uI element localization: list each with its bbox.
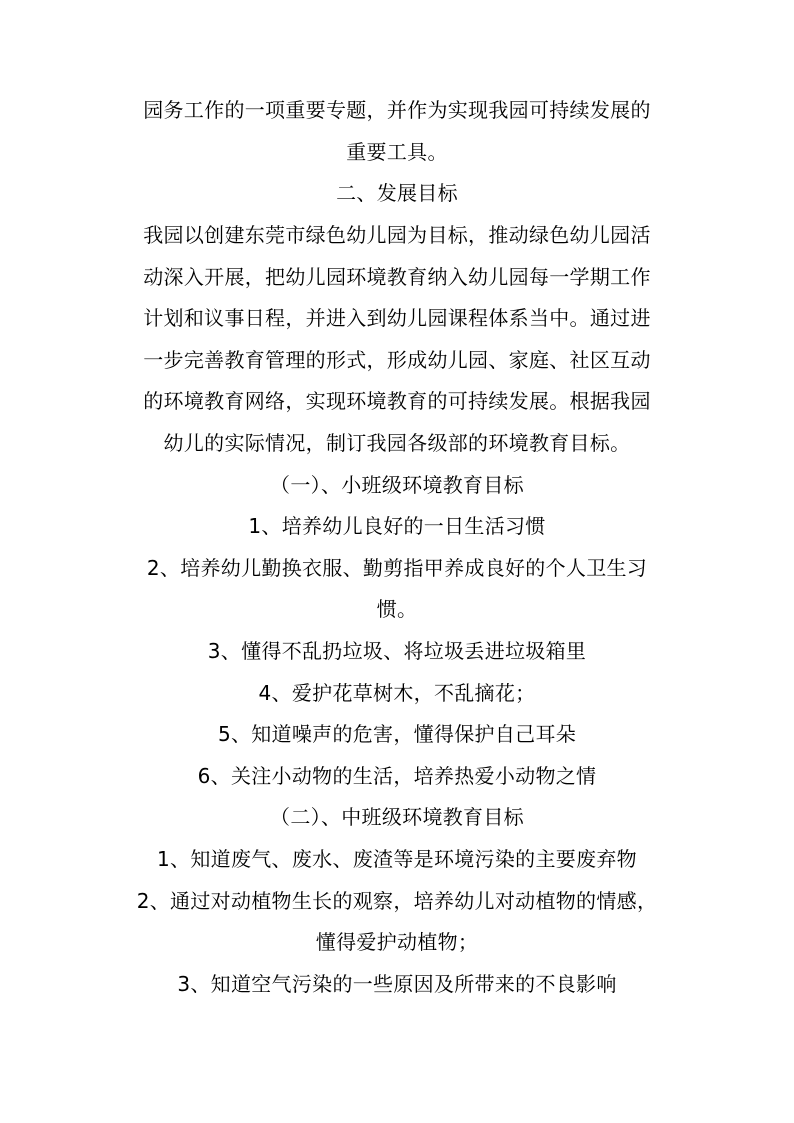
list-item: 5、知道噪声的危害，懂得保护自己耳朵 xyxy=(217,722,577,746)
list-item: 4、爱护花草树木，不乱摘花； xyxy=(258,681,536,705)
list-item: 1、知道废气、废水、废渣等是环境污染的主要废弃物 xyxy=(157,847,637,871)
body-text-line: 的环境教育网络，实现环境教育的可持续发展。根据我园 xyxy=(143,389,651,413)
body-text-line: 我园以创建东莞市绿色幼儿园为目标，推动绿色幼儿园活 xyxy=(143,223,651,247)
list-item: 1、培养幼儿良好的一日生活习惯 xyxy=(248,514,546,538)
body-text-line: 幼儿的实际情况，制订我园各级部的环境教育目标。 xyxy=(163,431,631,455)
list-item: 6、关注小动物的生活，培养热爱小动物之情 xyxy=(197,764,597,788)
list-item-continuation: 惯。 xyxy=(376,597,418,621)
list-item: 3、懂得不乱扔垃圾、将垃圾丢进垃圾箱里 xyxy=(207,639,587,663)
list-item: 2、通过对动植物生长的观察，培养幼儿对动植物的情感， xyxy=(136,889,658,913)
list-item: 2、培养幼儿勤换衣服、勤剪指甲养成良好的个人卫生习 xyxy=(146,556,648,580)
section-heading: 二、发展目标 xyxy=(336,181,458,205)
body-text-line: 动深入开展，把幼儿园环境教育纳入幼儿园每一学期工作 xyxy=(143,265,651,289)
body-text-line: 重要工具。 xyxy=(346,140,448,164)
subsection-heading: （一）、小班级环境教育目标 xyxy=(270,473,524,497)
list-item-continuation: 懂得爱护动植物； xyxy=(315,930,479,954)
list-item: 3、知道空气污染的一些原因及所带来的不良影响 xyxy=(177,972,617,996)
body-text-line: 园务工作的一项重要专题，并作为实现我园可持续发展的 xyxy=(143,98,651,122)
body-text-line: 一步完善教育管理的形式，形成幼儿园、家庭、社区互动 xyxy=(143,348,651,372)
body-text-line: 计划和议事日程，并进入到幼儿园课程体系当中。通过进 xyxy=(143,306,651,330)
subsection-heading: （二）、中班级环境教育目标 xyxy=(270,805,524,829)
